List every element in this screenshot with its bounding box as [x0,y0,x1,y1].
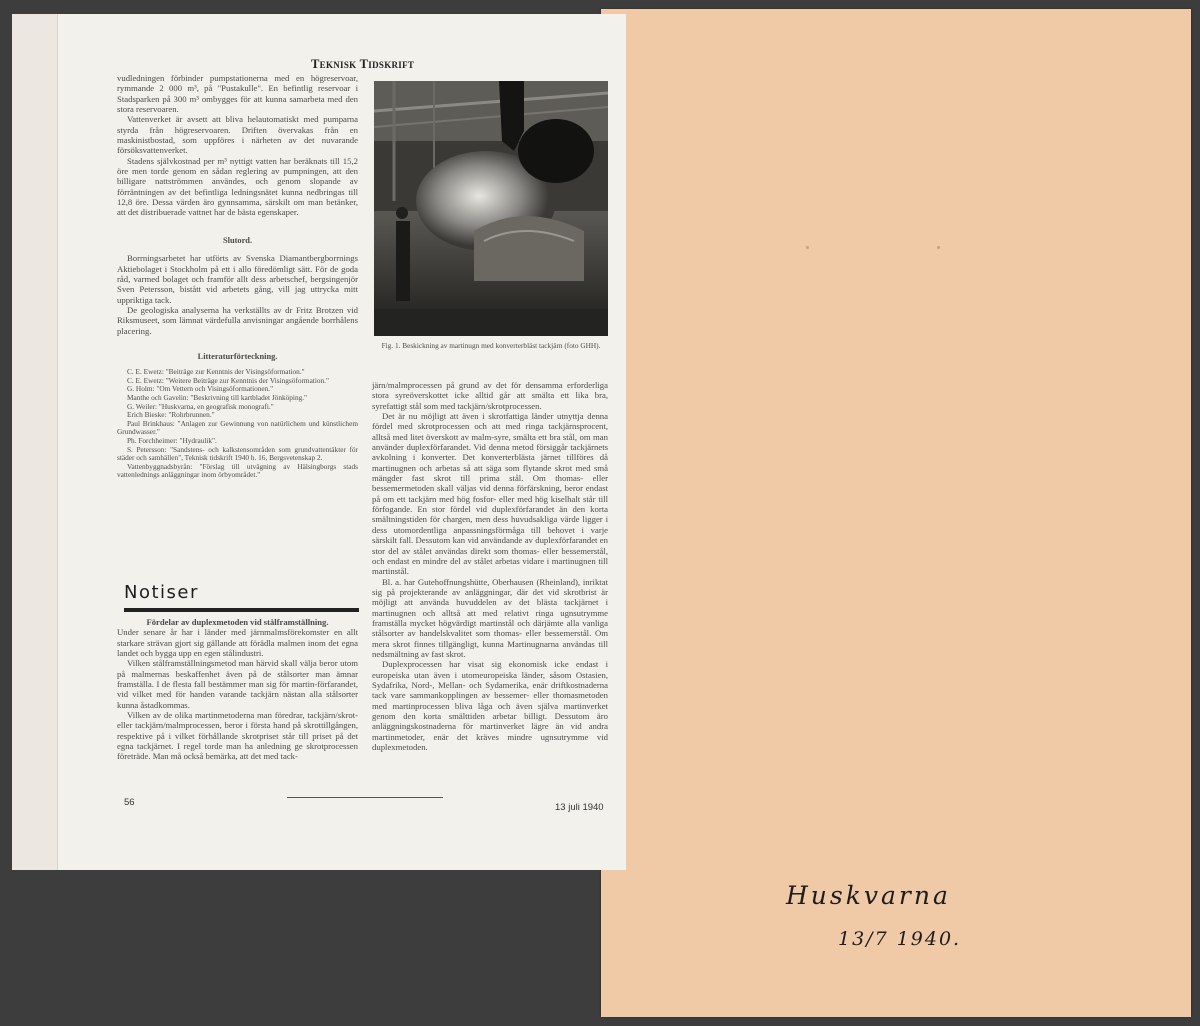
section-title: Slutord. [222,235,253,245]
handwritten-place: Huskvarna [786,881,951,910]
reference: Manthe och Gavelin: "Beskrivning till kartbladet Jönköping." [127,393,308,403]
handwritten-note-card [601,9,1191,1017]
paragraph: Bl. a. har Gutehoffnungshütte, Oberhausen (Rheinland), inriktat sig på projekterande av anläggningar, där det vid skrotbrist är möjligt att använda huvuddelen av det blästa tackjärnet i martinugnen och alltså att med relativt ringa ugnsutrymme framställa mycket högvärdigt martinstål och därjämte alla vanliga stålsorter av handelskvalitet som thomas- eller bessemerstål. Om mera skrot finnes tillgängligt, kunna Martinugnarna användas till nedsmältning av fast skrot. [372,576,608,659]
reference: C. E. Ewetz: "Weitere Beiträge zur Kenntnis der Visingsöformation." [127,375,329,385]
paragraph: Vattenverket är avsett att bliva helautomatiskt med pumparna styrda från högreservoaren. Driften övervakas från en maskinistbostad, som uppföres i närheten av det nuvarande försöksvattenverket. [117,114,358,156]
reference: G. Weiler: "Huskvarna, en geografisk monografi." [127,401,274,411]
reference: Erich Bieske: "Rohrbrunnen." [127,410,215,420]
paragraph: Det är nu möjligt att även i skrotfattiga länder utnyttja denna fördel med skrotprocessen och att med ringa tackjärnsprocent, alltså med litet överskott av malm-syre, smälta ett bra stål, om man använder duplexförfarandet. Vid denna metod försiggår tackjärnets avkolning i konverter. Det konverterblästa järnet tillföres då martinugnen och arbetas så att säga som flytande skrot med små mängder fast skrot till prima stål. Om thomas- eller bessemermetoden skall väljas vid denna förfärskning, beror endast på om ett tackjärn med hög fosfor- eller med hög kiselhalt står till förfogande. En stor fördel vid duplexförfarandet än den korta smältningstiden för chargen, men dess huvudsakliga värde ligger i dess utomordentliga anpassningsförmåga till behovet i varje särskilt fall. Dessutom kan vid användande av duplexförfarandet en stor del av stålet användas direkt som thomas- eller bessemerstål, och endast en mindre del av stålet arbetas vidare i martinugnen till martinstål. [372,411,608,577]
paragraph: De geologiska analyserna ha verkställts av dr Fritz Brotzen vid Riksmuseet, som lämnat värdefulla anvisningar angående borrhålens placering. [117,304,358,336]
reference: Paul Brinkhaus: "Anlagen zur Gewinnung von natürlichem und künstlichem Grundwasser." [117,418,358,437]
article-end-column [117,73,358,480]
reference-list [117,368,358,480]
page-number: 56 [124,797,135,808]
paragraph: Stadens självkostnad per m³ nyttigt vatten har beräknats till 15,2 öre men torde genom en sådan reglering av pumpningen, att den billigare nattströmmen användes, och genom slopande av förräntningen av det befintliga ledningsnätet kunna nedbringas till 12,8 öre. Dessa värden äro gynnsamma, särskilt om man betänker, att det distribuerade vattnet har de bästa egenskaper. [117,155,358,218]
reference: G. Holm: "Om Vettern och Visingsöformationen." [127,384,274,394]
paragraph: Duplexprocessen har visat sig ekonomisk icke endast i europeiska utan även i utomeuropeiska länder, såsom Ostasien, Sydafrika, Nord-, Mellan- och Sydamerika, enär driftkostnaderna tack vare sammankopplingen av bessemer- eller thomasmetoden med martinprocessen bliva låga och även själva martinverket genom den korta smälttiden arbetar billigt. Dessutom äro anläggningskostnaderna för martinverket lägre än vid andra martinmetoder, enär det kräves mindre ugnsutrymme vid duplexmetoden. [372,659,608,753]
steelworks-photo [374,81,608,336]
reference: Vattenbyggnadsbyrån: "Förslag till utvägning av Hälsingborgs stads vattenlednings anläggningar inom örbyområdet." [117,461,358,480]
paragraph: Under senare år har i länder med järnmalmsförekomster en allt starkare strävan gjort sig gällande att förädla malmen inom det egna landet och bygga upp en egen stålindustri. [117,627,358,659]
notice-title: Fördelar av duplexmetoden vid stålframställning. [146,617,329,627]
heading-rule [124,608,359,612]
footer-rule [287,797,443,798]
section-title: Litteraturförteckning. [197,351,278,361]
notiser-column [117,617,358,762]
journal-header: Teknisk Tidskrift [311,57,415,71]
paragraph: järn/malmprocessen på grund av det för densamma erforderliga stora syreöverskottet icke alltid går att smälta ett lika bra, syrefattigt stål som med tackjärn/skrotprocessen. [372,380,608,411]
card-mark [806,246,809,249]
notice-continuation-column [372,380,608,752]
paragraph: vudledningen förbinder pumpstationerna med en högreservoar, rymmande 2 000 m³, på "Pustakulle". En befintlig reservoar i Stadsparken på 300 m³ ombygges för att kunna samarbeta med den stora reservoaren. [117,73,358,115]
reference: C. E. Ewetz: "Beiträge zur Kenntnis der Visingsöformation." [127,367,305,377]
figure-caption: Fig. 1. Beskickning av martinugn med konverterbläst tackjärn (foto GHH). [381,341,601,350]
card-mark [937,246,940,249]
paragraph: Vilken stålframställningsmetod man härvid skall välja beror utom på malmernas beskaffenhet även på de stålsorter man ämnar framställa. I de flesta fall bestämmer man sig för martin-förfarandet, vid vilket med för handen varande tackjärn nästan alla stålsorter kunna åstadkommas. [117,658,358,710]
paragraph: Vilken av de olika martinmetoderna man föredrar, tackjärn/skrot- eller tackjärn/malmprocessen, beror i första hand på skrottillgången, respektive på i vilket förhållande skrotpriset står till priset på det egna tackjärnet. I regel torde man ha anledning ge skrotprocessen företräde. Man må också bemärka, att det med tack- [117,710,358,762]
notiser-heading: Notiser [124,582,199,603]
reference: S. Petersson: "Sandstens- och kalkstensområden som grundvattentäkter för städer och samhällen", Teknisk tidskrift 1940 h. 16, Bergsvetenskap 2. [117,444,358,463]
issue-date: 13 juli 1940 [555,802,604,813]
handwritten-date: 13/7 1940. [838,928,962,950]
reference: Ph. Forchheimer: "Hydraulik". [127,436,217,445]
paragraph: Borrningsarbetet har utförts av Svenska Diamantbergborrnings Aktiebolaget i Stockholm på ett i allo föredömligt sätt. För de goda råd, varmed bolaget och framför allt dess arbetschef, bergsingenjör Sven Petersson, bistått vid arbetets gång, vill jag uttrycka mitt uppriktiga tack. [117,253,358,305]
